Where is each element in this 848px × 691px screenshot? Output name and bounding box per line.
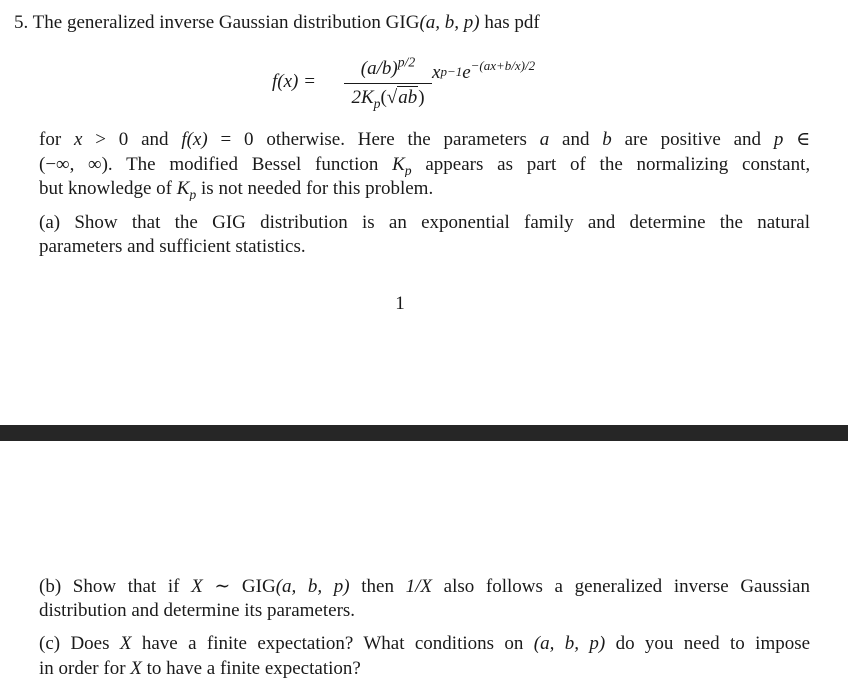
part-b-line-2: distribution and determine its parameters. (39, 600, 356, 621)
part-c-line-2: in order for X to have a finite expectation? (39, 658, 361, 679)
numerator-exponent: p/2 (397, 54, 416, 70)
exp-exponent: −(ax+b/x)/2 (470, 58, 536, 73)
sqrt-sign: √ (386, 87, 398, 108)
formula-lhs: f(x) = (272, 71, 316, 92)
problem-intro-text: The generalized inverse Gaussian distribution (32, 12, 381, 33)
distribution-args: (a, b, p) (419, 12, 480, 33)
part-b-line-1: (b) Show that if X ∼ GIG(a, b, p) then 1/X also follows a generalized inverse Gaussian (39, 576, 810, 597)
problem-number: 5. (14, 12, 29, 33)
page-number: 1 (395, 293, 405, 314)
power-exponent: p−1 (440, 64, 463, 79)
formula-denominator: $2K_p(√ab)$ (351, 87, 425, 111)
paragraph-line-1: for x > 0 and f(x) = 0 otherwise. Here the parameters a and b are positive and p ∈ (39, 129, 810, 150)
paragraph-line-3: but knowledge of $K_p$ is not needed for this problem. (39, 178, 434, 201)
part-a-line-2: parameters and sufficient statistics. (39, 236, 306, 257)
formula-numerator: $(a/b)^{p/2}$ (360, 54, 416, 79)
paragraph-line-2: (−∞, ∞). The modified Bessel function $K_p$ appears as part of the normalizing constant, (39, 154, 810, 177)
part-c-line-1: (c) Does X have a finite expectation? What conditions on (a, b, p) do you need to impose (39, 633, 810, 654)
bessel-subscript: p (373, 95, 381, 111)
formula-tail: $xp-1e^{-(ax+b/x)/2}$ (432, 58, 536, 83)
part-a-line-1: (a) Show that the GIG distribution is an exponential family and determine the natural (39, 212, 810, 233)
page-break-bar (0, 425, 848, 441)
formula-fraction (344, 56, 432, 112)
problem-intro-tail: has pdf (484, 12, 540, 33)
problem-statement-line (14, 11, 810, 35)
distribution-name: GIG (385, 12, 420, 33)
sqrt-argument: ab (398, 87, 418, 108)
fraction-bar (344, 83, 432, 84)
